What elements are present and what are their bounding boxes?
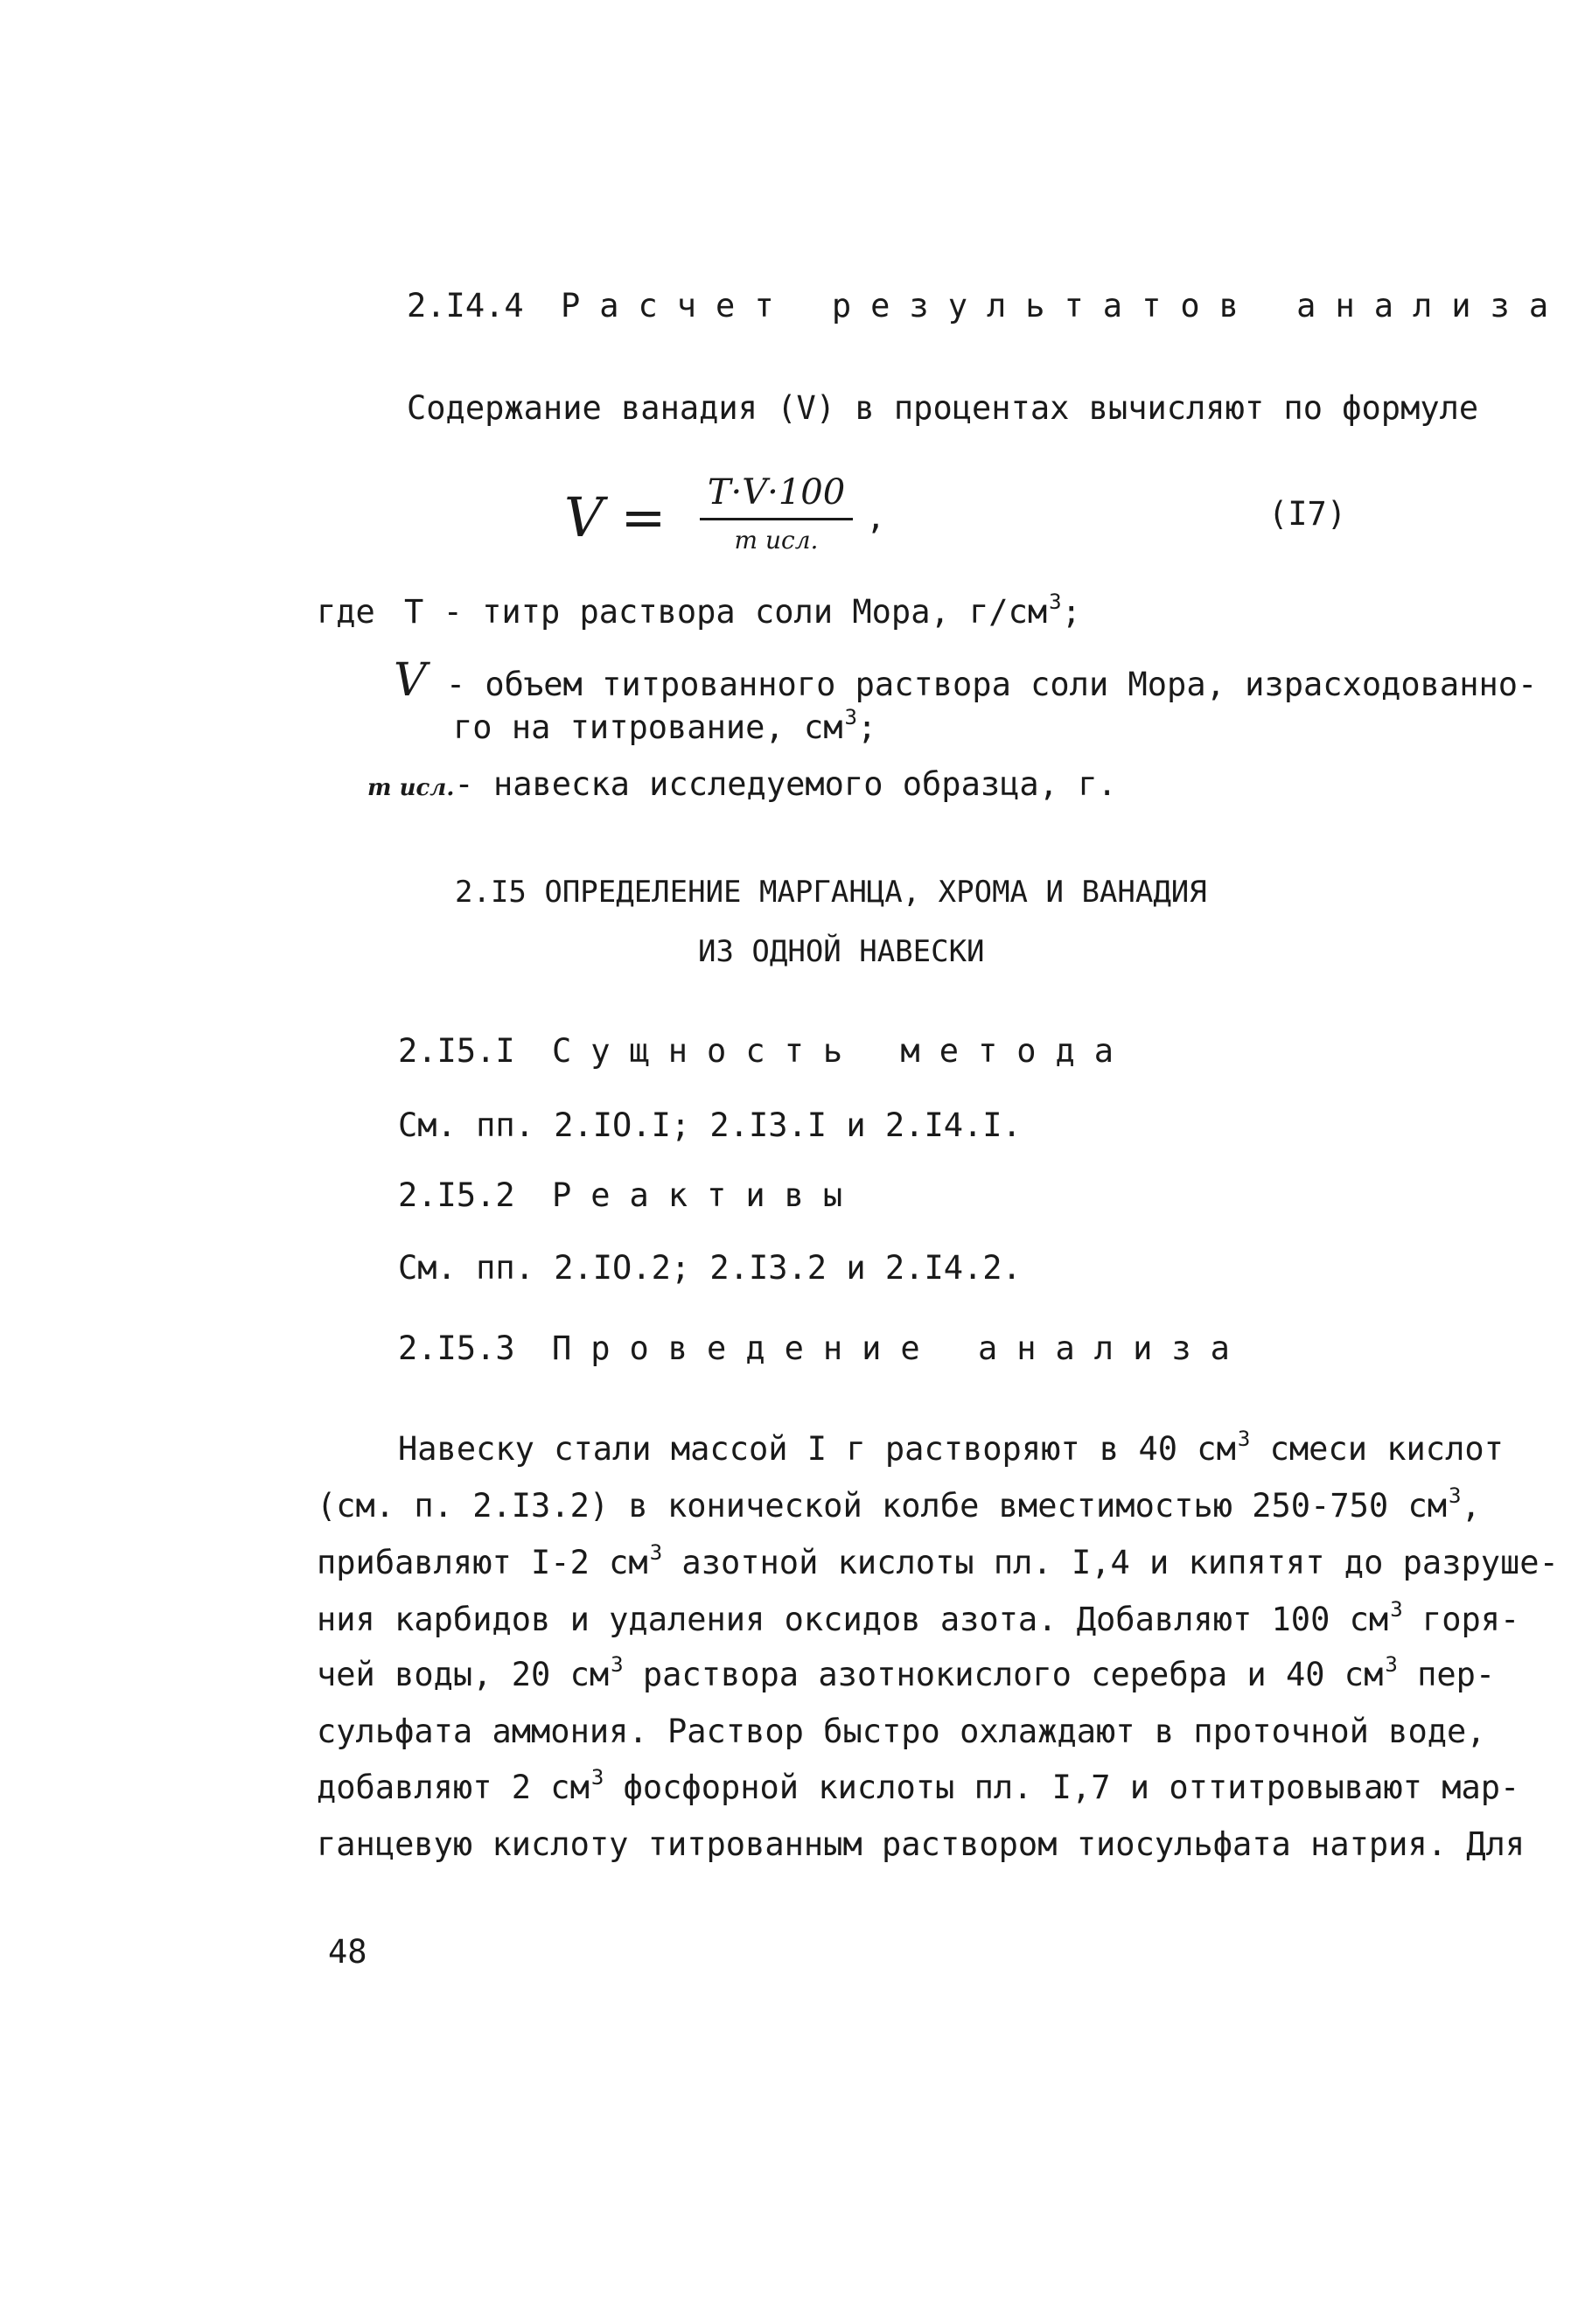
- paragraph-line-1: Навеску стали массой I г растворяют в 40 $см^3$ смеси кислот: [398, 1427, 1504, 1468]
- formula-comma: ,: [866, 499, 886, 536]
- formula-numerator: T·V·100: [707, 472, 846, 513]
- formula-lhs: V =: [564, 485, 667, 549]
- paragraph-line-2: (см. п. 2.I3.2) в конической колбе вместимостью 250-750 $см^3$,: [317, 1483, 1481, 1525]
- subsection-2-15-1: 2.I5.I Сущность метода: [398, 1032, 1134, 1070]
- paragraph-line-8: ганцевую кислоту титрованным раствором тиосульфата натрия. Для: [317, 1825, 1526, 1863]
- content-line: Содержание ванадия (V) в процентах вычисляют по формуле: [407, 389, 1479, 427]
- where-word: где: [317, 593, 375, 631]
- subsection-2-15-3: 2.I5.3 Проведение анализа: [398, 1329, 1249, 1367]
- section-heading-2-15-line2: ИЗ ОДНОЙ НАВЕСКИ: [698, 934, 985, 969]
- subsection-ref-2: См. пп. 2.IO.2; 2.I3.2 и 2.I4.2.: [398, 1249, 1022, 1287]
- paragraph-line-7: добавляют 2 $см^3$ фосфорной кислоты пл. I,7 и оттитровывают мар-: [317, 1765, 1520, 1806]
- paragraph-line-5: чей воды, 20 $см^3$ раствора азотнокислого серебра и 40 $см^3$ пер-: [317, 1652, 1496, 1693]
- where-item-t: T - титр раствора соли Мора, $г/см^3$;: [404, 590, 1081, 631]
- section-title: Расчет результатов анализа: [560, 287, 1568, 325]
- where-item-v: V - объем титрованного раствора соли Мора, израсходованно-: [394, 654, 1538, 707]
- formula-number: (I7): [1268, 495, 1347, 533]
- paragraph-line-3: прибавляют I-2 $см^3$ азотной кислоты пл. I,4 и кипятят до разруше-: [317, 1540, 1559, 1581]
- where-item-m: m исл.- навеска исследуемого образца, г.: [367, 765, 1117, 803]
- formula-fraction: [700, 472, 853, 555]
- formula-denominator: m исл.: [734, 526, 819, 555]
- subsection-2-15-2: 2.I5.2 Реактивы: [398, 1176, 862, 1214]
- where-item-v-continued: го на титрование, $см^3$;: [453, 705, 877, 746]
- subsection-ref-1: См. пп. 2.IO.I; 2.I3.I и 2.I4.I.: [398, 1106, 1022, 1144]
- section-heading-2-15-line1: 2.I5 ОПРЕДЕЛЕНИЕ МАРГАНЦА, ХРОМА И ВАНАДИЯ: [455, 875, 1207, 910]
- paragraph-line-6: сульфата аммония. Раствор быстро охлаждают в проточной воде,: [317, 1713, 1486, 1750]
- section-heading-2-14-4: [407, 287, 1568, 325]
- page-number: 48: [328, 1933, 367, 1971]
- section-number: 2.I4.4: [407, 287, 524, 325]
- paragraph-line-4: ния карбидов и удаления оксидов азота. Добавляют 100 $см^3$ горя-: [317, 1597, 1520, 1638]
